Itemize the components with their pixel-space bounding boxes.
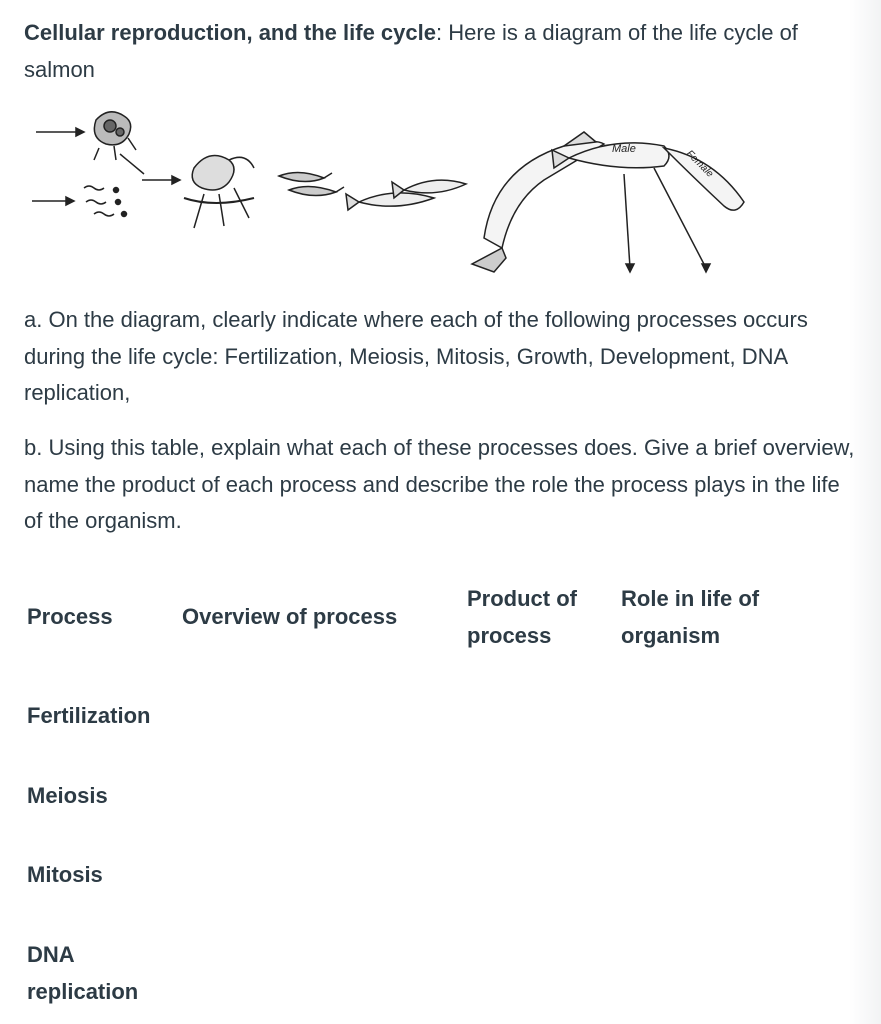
alevin-image: [184, 156, 254, 229]
arrow-bottom-left: [32, 197, 74, 205]
egg-cluster-image: [94, 112, 136, 160]
female-label: Female: [683, 148, 716, 180]
intro-paragraph: [24, 14, 864, 88]
table-row-dna-replication: DNA replication: [27, 942, 139, 1004]
smolt-image: [346, 180, 466, 210]
question-b: b. Using this table, explain what each of these processes does. Give a brief overview, name the product of each process and describe the role the process plays in the life of the organism.: [24, 435, 855, 533]
arrow-down-from-eggs: [120, 154, 144, 174]
table-row-mitosis: Mitosis: [27, 862, 103, 887]
table-header-product: Product of process: [467, 586, 577, 648]
male-label: Male: [612, 143, 636, 155]
sperm-image: [84, 186, 127, 217]
arrow-to-alevin: [142, 176, 180, 184]
intro-heading: Cellular reproduction, and the life cycle: [24, 20, 436, 45]
fry-image: [279, 172, 344, 195]
salmon-life-cycle-diagram: [24, 98, 764, 288]
table-header-role: Role in life of organism: [621, 586, 760, 648]
table-row-meiosis: Meiosis: [27, 783, 108, 808]
table-header-overview: Overview of process: [182, 604, 398, 629]
intro-text: : Here is a diagram of the life cycle of salmon: [24, 20, 798, 82]
table-row-fertilization: Fertilization: [27, 703, 151, 728]
table-header-process: Process: [27, 604, 113, 629]
question-a: a. On the diagram, clearly indicate where each of the following processes occurs during the life cycle: Fertilization, Meiosis, Mitosis, Growth, Development, DNA replication,: [24, 307, 808, 405]
arrow-top-left: [36, 128, 84, 136]
